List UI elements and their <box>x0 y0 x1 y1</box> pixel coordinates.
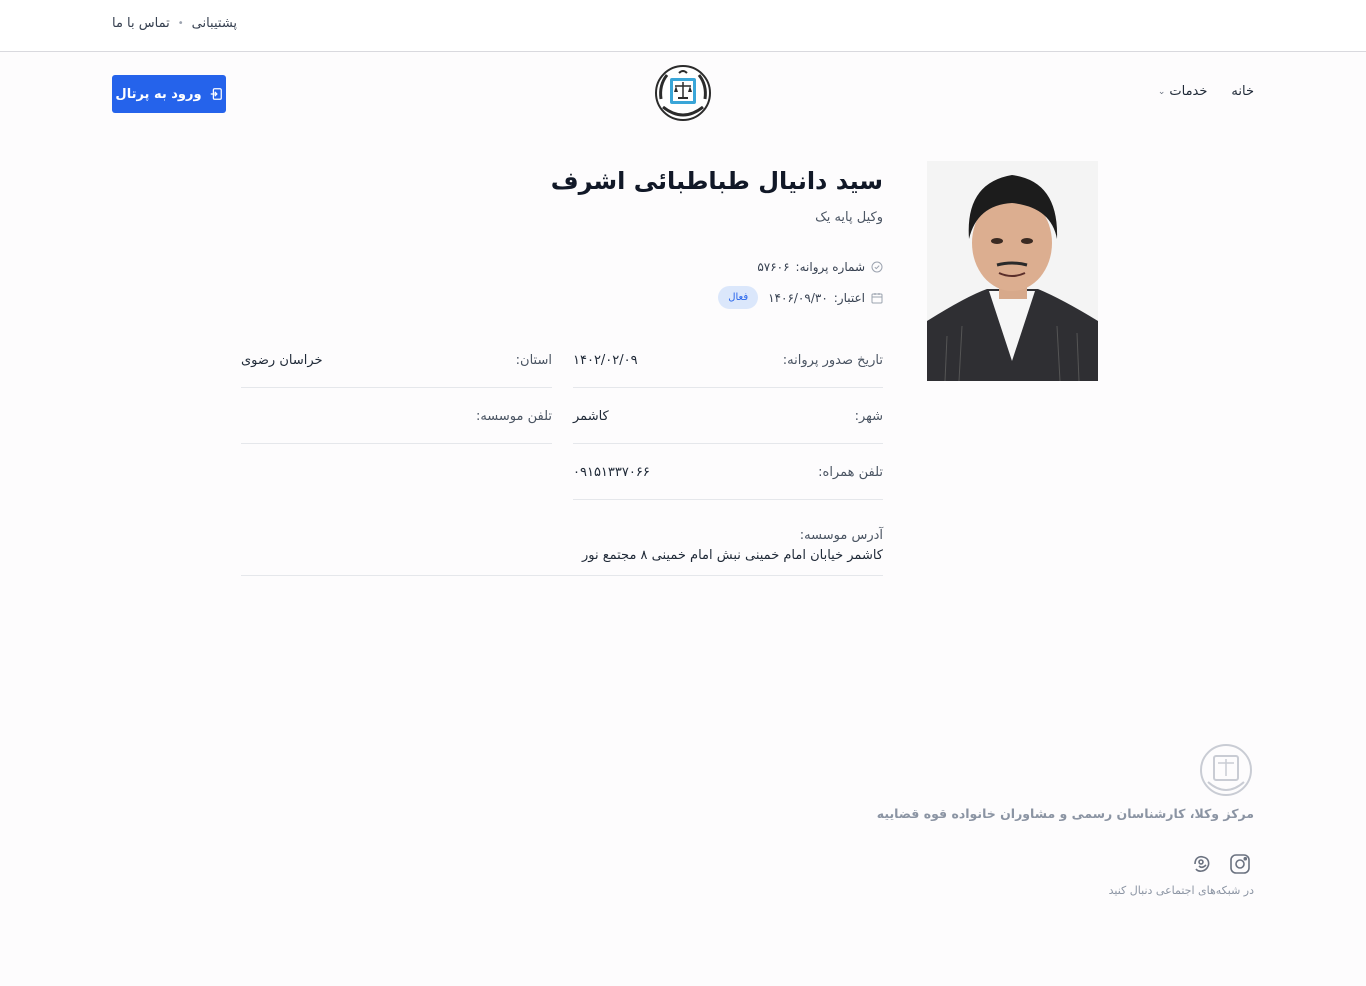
address-label: آدرس موسسه: <box>799 528 883 543</box>
validity-value: ۱۴۰۶/۰۹/۳۰ <box>768 290 828 305</box>
footer-org-name: مرکز وکلا، کارشناسان رسمی و مشاوران خانواده قوه قضاییه <box>876 806 1254 821</box>
address-value: کاشمر خیابان امام خمینی نبش امام خمینی ۸ مجتمع نور <box>581 548 883 563</box>
mobile-label: تلفن همراه: <box>818 465 883 480</box>
check-circle-icon <box>871 261 883 273</box>
portal-login-button[interactable] <box>112 75 226 113</box>
city-label: شهر: <box>854 409 883 424</box>
office-phone-label: تلفن موسسه: <box>475 409 552 424</box>
mobile-field <box>573 444 883 500</box>
footer-logo <box>1198 742 1254 798</box>
issue-date-value: ۱۴۰۲/۰۲/۰۹ <box>573 353 638 368</box>
license-row <box>757 260 883 274</box>
portal-login-label: ورود به پرتال <box>115 86 202 102</box>
chevron-down-icon: ⌄ <box>1157 86 1166 97</box>
city-field <box>573 388 883 444</box>
province-label: استان: <box>515 353 552 368</box>
office-phone-field <box>241 388 552 444</box>
status-badge: فعال <box>718 286 758 309</box>
nav-home[interactable]: خانه <box>1231 84 1254 99</box>
lawyer-name: سید دانیال طباطبائی اشرف <box>550 167 883 195</box>
issue-date-field <box>573 332 883 388</box>
follow-text: در شبکه‌های اجتماعی دنبال کنید <box>1108 884 1254 897</box>
main-nav <box>1158 84 1254 99</box>
address-field <box>241 520 883 576</box>
separator-dot: • <box>177 18 184 29</box>
lawyer-photo <box>927 161 1098 381</box>
top-links <box>112 16 237 31</box>
issue-date-label: تاریخ صدور پروانه: <box>782 353 883 368</box>
social-links <box>1190 852 1252 876</box>
instagram-icon[interactable] <box>1228 852 1252 876</box>
support-link[interactable]: پشتیبانی <box>191 16 238 31</box>
province-value: خراسان رضوی <box>241 353 323 368</box>
validity-label: اعتبار: <box>833 290 865 305</box>
top-bar <box>0 0 1366 52</box>
calendar-icon <box>871 292 883 304</box>
lawyer-title: وکیل پایه یک <box>815 210 883 225</box>
mobile-value[interactable]: ۰۹۱۵۱۳۳۷۰۶۶ <box>573 465 650 480</box>
nav-services-label: خدمات <box>1169 84 1208 99</box>
contact-link[interactable]: تماس با ما <box>112 16 170 31</box>
judiciary-logo[interactable] <box>653 63 713 123</box>
login-icon <box>209 87 223 101</box>
validity-row <box>718 286 883 309</box>
eitaa-icon[interactable] <box>1190 852 1214 876</box>
license-number-value: ۵۷۶۰۶ <box>757 260 790 274</box>
city-value: کاشمر <box>573 409 609 424</box>
province-field <box>241 332 552 388</box>
nav-services[interactable] <box>1158 84 1208 99</box>
license-number-label: شماره پروانه: <box>795 260 865 274</box>
